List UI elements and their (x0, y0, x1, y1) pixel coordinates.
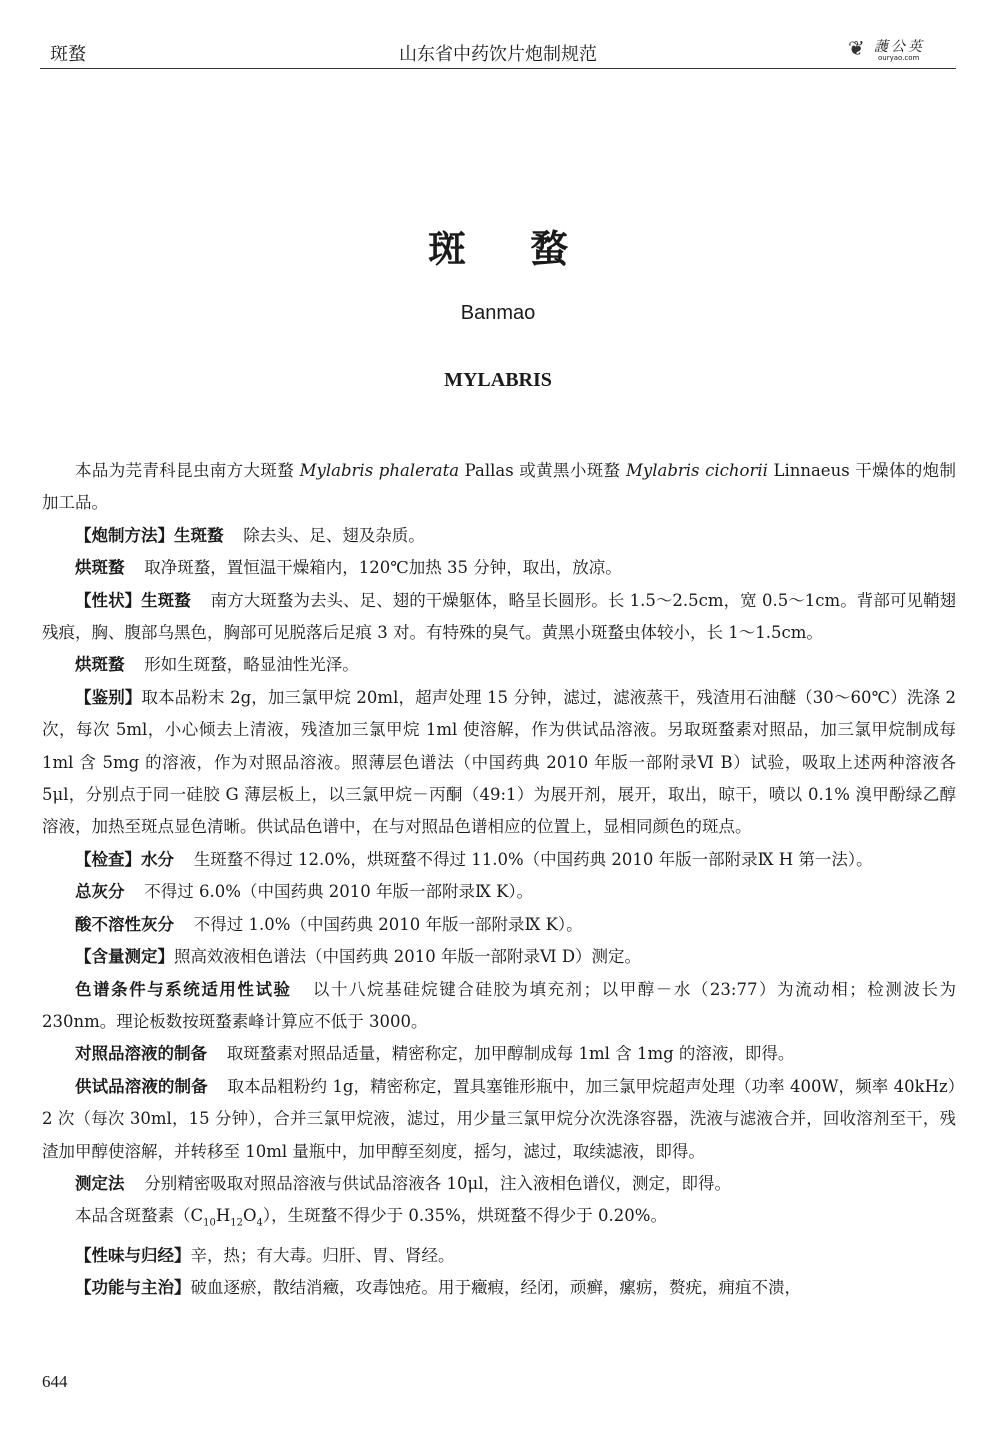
section-label: 色谱条件与系统适用性试验 (75, 979, 292, 999)
section-label: 对照品溶液的制备 (75, 1044, 207, 1064)
monograph-body (42, 455, 956, 1305)
section-label: 【炮制方法】生斑蝥 (75, 525, 224, 545)
total-ash-paragraph: 总灰分 不得过 6.0%（中国药典 2010 年版一部附录Ⅸ K）。 (75, 882, 534, 902)
header-book-title: 山东省中药饮片炮制规范 (399, 44, 597, 65)
procedure-paragraph: 测定法 分别精密吸取对照品溶液与供试品溶液各 10μl，注入液相色谱仪，测定，即得。 (75, 1173, 732, 1193)
section-label: 【鉴别】 (75, 687, 142, 707)
logo-url: ouryao.com (878, 54, 920, 62)
nature-paragraph: 【性味与归经】辛，热；有大毒。归肝、胃、肾经。 (75, 1246, 455, 1266)
content-limit-paragraph: 本品含斑蝥素$(C_{10}H_{12}O_4)$，生斑蝥不得少于 0.35%，烘斑蝥不得少于 0.20%。 (75, 1206, 667, 1229)
logo-text: 䕶公英 (874, 39, 925, 55)
section-label: 酸不溶性灰分 (75, 914, 174, 934)
section-label: 【检查】水分 (75, 849, 174, 869)
leaf-icon: ❦ (848, 36, 865, 60)
section-label: 供试品溶液的制备 (75, 1076, 208, 1096)
baked-processing-paragraph: 烘斑蝥 取净斑蝥，置恒温干燥箱内，120℃加热 35 分钟，取出，放凉。 (75, 558, 622, 578)
section-label: 【性状】生斑蝥 (75, 590, 191, 610)
identification-paragraph: 【鉴别】取本品粉末 2g，加三氯甲烷 20ml，超声处理 15 分钟，滤过，滤液蒸干，残渣用石油醚（30～60℃）洗涤 2 次，每次 5ml，小心倾去上清液，残渣加三氯甲烷 1ml 使溶解，作为供试品溶液。另取斑蝥素对照品，加三氯甲烷制成每 1ml 含 5mg 的溶液，作为对照品溶液。照薄层色谱法（中国药典 2010 年版一部附录Ⅵ B）试验，吸取上述两种溶液各 5μl，分别点于同一硅胶 G 薄层板上，以三氯甲烷－丙酮（49:1）为展开剂，展开，取出，晾干，喷以 0.1% 溴甲酚绿乙醇溶液，加热至斑点显色清晰。供试品色谱中，在与对照品色谱相应的位置上，显相同颜色的斑点。 (42, 687, 956, 837)
assay-paragraph: 【含量测定】照高效液相色谱法（中国药典 2010 年版一部附录Ⅵ D）测定。 (75, 947, 642, 967)
species-name: Mylabris phalerata (299, 461, 460, 480)
section-label: 烘斑蝥 (75, 655, 125, 675)
page-title: 斑蝥 (427, 227, 632, 271)
baked-description-paragraph: 烘斑蝥 形如生斑蝥，略显油性光泽。 (75, 655, 359, 675)
section-label: 烘斑蝥 (75, 558, 125, 578)
function-paragraph: 【功能与主治】破血逐瘀，散结消癥，攻毒蚀疮。用于癥瘕，经闭，顽癣，瘰疬，赘疣，痈疽不溃， (75, 1278, 801, 1298)
running-header (40, 34, 956, 69)
section-label: 测定法 (75, 1173, 125, 1193)
test-solution-paragraph: 供试品溶液的制备 取本品粗粉约 1g，精密称定，置具塞锥形瓶中，加三氯甲烷超声处理（功率 400W，频率 40kHz）2 次（每次 30ml，15 分钟），合并三氯甲烷液，滤过，用少量三氯甲烷分次洗涤容器，洗液与滤液合并，回收溶剂至干，残渣加甲醇使溶解，并转移至 10ml 量瓶中，加甲醇至刻度，摇匀，滤过，取续滤液，即得。 (42, 1076, 957, 1161)
publisher-logo (846, 34, 956, 64)
species-name: Mylabris cichorii (626, 461, 768, 480)
section-label: 总灰分 (75, 882, 125, 902)
chromatography-paragraph: 色谱条件与系统适用性试验 以十八烷基硅烷键合硅胶为填充剂；以甲醇－水（23:77）为流动相；检测波长为 230nm。理论板数按斑蝥素峰计算应不低于 3000。 (42, 979, 956, 1031)
reference-solution-paragraph: 对照品溶液的制备 取斑蝥素对照品适量，精密称定，加甲醇制成每 1ml 含 1mg 的溶液，即得。 (75, 1044, 795, 1064)
section-label: 【功能与主治】 (75, 1278, 191, 1298)
acid-ash-paragraph: 酸不溶性灰分 不得过 1.0%（中国药典 2010 年版一部附录Ⅸ K）。 (75, 914, 583, 934)
page-number: 644 (42, 1372, 68, 1391)
latin-title: MYLABRIS (444, 369, 552, 391)
intro-paragraph: 本品为芫青科昆虫南方大斑蝥 Mylabris phalerata Pallas 或黄黑小斑蝥 Mylabris cichorii Linnaeus 干燥体的炮制加工品。 (42, 461, 957, 513)
description-paragraph: 【性状】生斑蝥 南方大斑蝥为去头、足、翅的干燥躯体，略呈长圆形。长 1.5～2.5cm，宽 0.5～1cm。背部可见鞘翅残痕，胸、腹部乌黑色，胸部可见脱落后足痕 3 对。有特殊的臭气。黄黑小斑蝥虫体较小，长 1～1.5cm。 (42, 590, 957, 643)
section-label: 【含量测定】 (75, 947, 174, 967)
section-label: 【性味与归经】 (75, 1246, 191, 1266)
processing-paragraph: 【炮制方法】生斑蝥 除去头、足、翅及杂质。 (75, 525, 425, 545)
header-section-title: 斑蝥 (50, 44, 86, 65)
inspection-paragraph: 【检查】水分 生斑蝥不得过 12.0%，烘斑蝥不得过 11.0%（中国药典 2010 年版一部附录Ⅸ H 第一法）。 (75, 849, 873, 869)
pinyin-title: Banmao (460, 302, 536, 324)
